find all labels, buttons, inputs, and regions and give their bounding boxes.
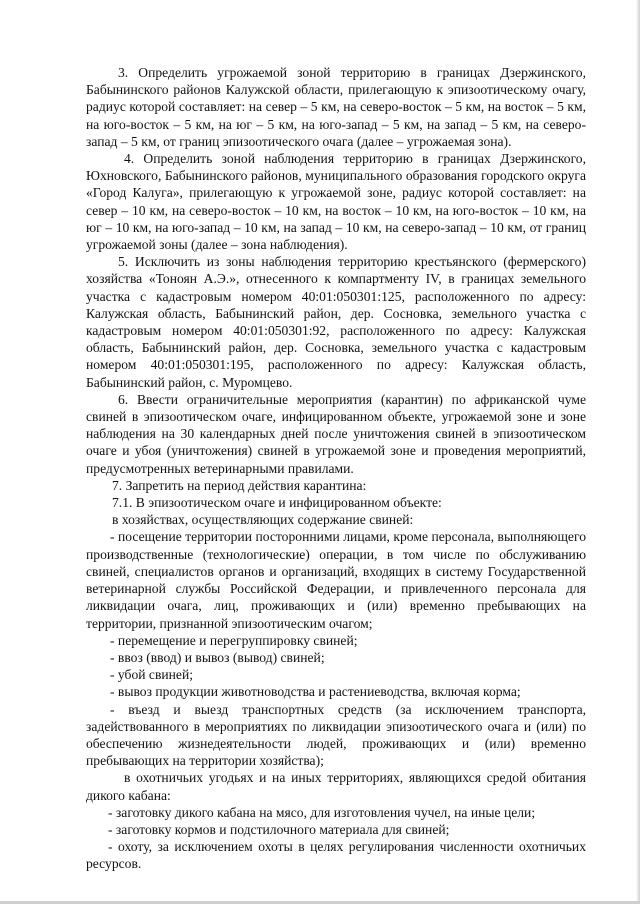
hunting-item-hunting: - охоту, за исключением охоты в целях регулирования численности охотничьих ресурсов. <box>86 839 586 872</box>
document-body <box>86 64 586 873</box>
farm-item-slaughter: - убой свиней; <box>110 667 194 683</box>
paragraph-4: 4. Определить зоной наблюдения территорию в границах Дзержинского, Юхновского, Бабынинского районов, муниципального образования городского округа «Город Калуга», прилегающую к угрожаемой зоне, радиус которой составляет: на север – 10 км, на северо-восток – 10 км, на восток – 10 км, на юго-восток – 10 км, на юг – 10 км, на юго-запад – 10 км, на запад – 10 км, на северо-запад – 10 км, от границ угрожаемой зоны (далее – зона наблюдения). <box>86 151 586 253</box>
hunting-item-feed: - заготовку кормов и подстилочного материала для свиней; <box>108 821 450 837</box>
farm-item-movement: - перемещение и перегруппировку свиней; <box>110 632 358 648</box>
paragraph-6: 6. Ввести ограничительные мероприятия (карантин) по африканской чуме свиней в эпизоотическом очаге, инфицированном объекте, угрожаемой зоне и зоне наблюдения на 30 календарных дней после уничтожения свиней в эпизоотическом очаге и убоя (уничтожения) свиней в угрожаемой зоне и проведения мероприятий, предусмотренных ветеринарными правилами. <box>86 391 586 476</box>
hunting-intro: в охотничьих угодьях и на иных территориях, являющихся средой обитания дикого кабана: <box>86 770 586 803</box>
scan-edge-right <box>636 0 640 904</box>
farm-item-products: - вывоз продукции животноводства и растениеводства, включая корма; <box>110 684 521 700</box>
paragraph-5: 5. Исключить из зоны наблюдения территорию крестьянского (фермерского) хозяйства «Тоноян А.Э.», отнесенного к компартменту IV, в границах земельного участка с кадастровым номером 40:01:050301:125, расположенного по адресу: Калужская область, Бабынинский район, дер. Сосновка, земельного участка с кадастровым номером 40:01:050301:92, расположенного по адресу: Калужская область, Бабынинский район, дер. Сосновка, земельного участка с кадастровым номером 40:01:050301:195, расположенного по адресу: Калужская область, Бабынинский район, с. Муромцево. <box>86 254 586 390</box>
paragraph-7: 7. Запретить на период действия карантина: <box>112 477 367 493</box>
hunting-item-procurement: - заготовку дикого кабана на мясо, для изготовления чучел, на иные цели; <box>108 804 536 820</box>
paragraph-7-1: 7.1. В эпизоотическом очаге и инфицированном объекте: <box>112 495 442 511</box>
farm-item-transport: - въезд и выезд транспортных средств (за исключением транспорта, задействованного в мероприятиях по ликвидации эпизоотического очага и (или) по обеспечению жизнедеятельности людей, проживающих и (или) временно пребывающих на территории хозяйства); <box>86 701 586 769</box>
farms-intro: в хозяйствах, осуществляющих содержание свиней: <box>112 512 414 528</box>
paragraph-3: 3. Определить угрожаемой зоной территорию в границах Дзержинского, Бабынинского районов Калужской области, прилегающую к эпизоотическому очагу, радиус которой составляет: на север – 5 км, на северо-восток – 5 км, на восток – 5 км, на юго-восток – 5 км, на юг – 5 км, на юго-запад – 5 км, на запад – 5 км, на северо-запад – 5 км, от границ эпизоотического очага (далее – угрожаемая зона). <box>86 65 586 149</box>
farm-item-import-export: - ввоз (ввод) и вывоз (вывод) свиней; <box>110 649 325 665</box>
farm-item-visits: - посещение территории посторонними лицами, кроме персонала, выполняющего производственные (технологические) операции, в том числе по обслуживанию свиней, специалистов органов и организаций, входящих в систему Государственной ветеринарной службы Российской Федерации, и привлеченного персонала для ликвидации очага, лиц, проживающих и (или) временно пребывающих на территории, признанной эпизоотическим очагом; <box>86 529 586 631</box>
